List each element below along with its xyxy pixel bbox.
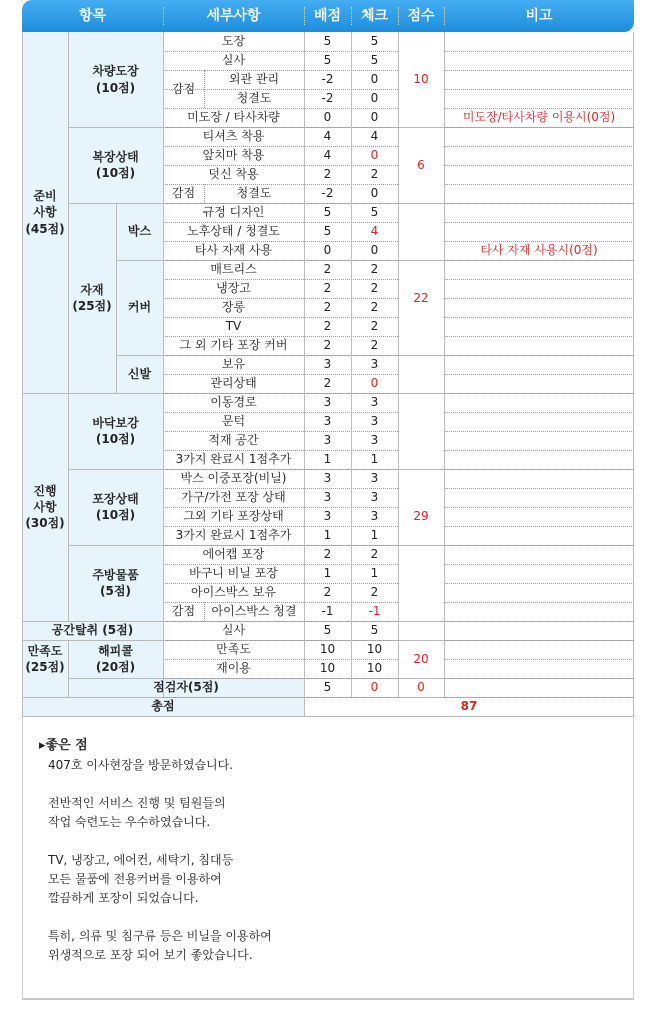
check-cell: 3 [370,471,379,486]
row-divider [163,526,398,527]
comments-title: ▸좋은 점 [39,738,88,753]
row-divider [163,602,398,603]
row-divider [444,621,634,622]
points-cell: 3 [323,433,332,448]
points-cell: 2 [323,167,332,182]
row-divider [444,697,634,698]
check-cell: 0 [370,72,379,87]
detail-cell: 실사 [221,623,246,638]
points-cell: -2 [321,72,334,87]
check-cell: 0 [370,243,379,258]
detail-cell: 아이스박스 청결 [211,604,297,619]
row-divider [163,640,398,641]
header-separator [351,7,352,25]
row-divider [163,336,398,337]
check-cell: 0 [370,680,379,695]
row-divider [163,165,398,166]
row-divider [444,564,634,565]
column-divider [351,32,352,697]
detail-cell: 앞치마 착용 [202,148,265,163]
check-cell: 10 [366,642,383,657]
detail-cell: 바구니 비닐 포장 [189,566,278,581]
subgroup-box: 박스 [127,224,152,239]
row-divider [444,336,634,337]
header-check: 체크 [360,7,389,24]
score-vehicle: 10 [413,72,429,87]
subgroup-cover: 커버 [127,300,152,315]
row-divider [163,431,398,432]
check-cell: 0 [370,91,379,106]
header-note: 비고 [525,7,553,24]
row-divider [163,393,398,394]
points-cell: 4 [323,148,332,163]
row-divider [163,241,398,242]
points-cell: -2 [321,91,334,106]
check-cell: 2 [370,281,379,296]
row-divider [163,355,398,356]
points-cell: 5 [323,680,332,695]
row-divider [444,108,634,109]
row-divider [163,260,398,261]
detail-cell: 박스 이중포장(비닐) [180,471,287,486]
detail-cell: 보유 [221,357,246,372]
points-cell: 1 [323,566,332,581]
detail-cell: 적재 공간 [208,433,259,448]
row-divider [444,640,634,641]
row-divider [163,298,398,299]
points-cell: 2 [323,319,332,334]
check-cell: 10 [366,661,383,676]
detail-cell: 그 외 기타 포장 커버 [179,338,288,353]
column-divider [444,32,445,697]
row-divider [444,507,634,508]
points-cell: 2 [323,300,332,315]
group-happycall: 해피콜 (20점) [95,643,136,674]
detail-cell: 미도장 / 타사차량 [187,110,280,125]
check-cell: 2 [370,585,379,600]
check-cell: 1 [370,452,379,467]
row-divider [444,678,634,679]
row-divider [163,184,398,185]
row-divider [444,51,634,52]
detail-cell: TV [225,319,242,334]
group-materials: 자재 (25점) [72,282,112,313]
row-divider [163,89,398,90]
group-vacate: 공간탈취 (5점) [51,623,134,638]
comments-box [22,718,634,1000]
check-cell: 4 [370,224,379,239]
points-cell: 3 [323,414,332,429]
row-divider [163,108,398,109]
score-attire: 6 [417,157,425,172]
row-divider [163,507,398,508]
subgroup-shoes: 신발 [127,366,152,381]
deduct-label: 감점 [171,186,196,201]
detail-cell: 만족도 [216,642,251,657]
row-divider [444,412,634,413]
detail-cell: 노후상태 / 청결도 [187,224,280,239]
points-cell: -2 [321,186,334,201]
column-divider [68,32,69,621]
row-divider [163,450,398,451]
check-cell: 3 [370,357,379,372]
column-divider [68,640,69,697]
row-divider [163,469,398,470]
points-cell: 3 [323,509,332,524]
points-cell: 3 [323,490,332,505]
detail-cell: 타사 자재 사용 [194,243,273,258]
points-cell: 10 [319,661,336,676]
row-divider [444,317,634,318]
table-border-left [22,32,23,717]
points-cell: 0 [323,110,332,125]
note-materials: 타사 자재 사용시(0점) [480,243,598,258]
column-divider [304,32,305,716]
points-cell: 5 [323,224,332,239]
points-cell: 3 [323,471,332,486]
detail-cell: 3가지 완료시 1점추가 [175,452,292,467]
row-divider [163,488,398,489]
row-divider [444,127,634,128]
row-divider [444,450,634,451]
points-cell: -1 [321,604,334,619]
check-cell: 0 [370,186,379,201]
detail-cell: 청결도 [236,186,272,201]
deduct-divider [204,70,205,108]
row-divider [444,241,634,242]
score-materials: 22 [413,290,429,305]
row-divider [163,583,398,584]
score-progress: 29 [413,509,429,524]
detail-cell: 규정 디자인 [202,205,265,220]
section-satisfaction: 만족도 (25점) [25,643,65,674]
points-cell: 4 [323,129,332,144]
check-cell: 5 [370,623,379,638]
check-cell: 5 [370,34,379,49]
row-divider [163,279,398,280]
row-divider [163,659,398,660]
row-divider [163,564,398,565]
check-cell: 2 [370,338,379,353]
total-score: 87 [460,699,478,714]
row-divider [163,222,398,223]
points-cell: 3 [323,395,332,410]
points-cell: 5 [323,205,332,220]
comments-body: 407호 이사현장을 방문하였습니다. 전반적인 서비스 진행 및 팀원들의 작업 숙련도는 우수하였습니다. TV, 냉장고, 에어컨, 세탁기, 침대등 모든 물품에 전용커버를 이용하여 깔끔하게 포장이 되었습니다. 특히, 의류 및 침구류 등은 비닐을 이용하여 위생적으로 포장 되어 보기 좋았습니다. [48,758,272,962]
check-cell: 1 [370,528,379,543]
row-divider [163,146,398,147]
row-divider [444,89,634,90]
detail-cell: 장롱 [221,300,246,315]
row-divider [444,355,634,356]
column-divider [163,32,164,697]
check-cell: 2 [370,300,379,315]
group-attire: 복장상태 (10점) [92,149,139,180]
points-cell: 0 [323,243,332,258]
row-divider [163,412,398,413]
row-divider [444,146,634,147]
points-cell: 5 [323,53,332,68]
check-cell: 3 [370,490,379,505]
row-divider [444,583,634,584]
detail-cell: 관리상태 [210,376,257,391]
check-cell: 3 [370,414,379,429]
row-divider [444,545,634,546]
detail-cell: 외관 관리 [228,72,280,87]
column-divider [116,203,117,393]
row-divider [444,469,634,470]
check-cell: 1 [370,566,379,581]
row-divider [444,659,634,660]
score-inspector: 0 [417,680,425,695]
points-cell: 2 [323,585,332,600]
row-divider [163,317,398,318]
row-divider [444,165,634,166]
header-score: 점수 [407,7,435,24]
evaluation-sheet [22,0,634,1000]
row-divider [444,393,634,394]
column-divider [398,32,399,697]
group-floor: 바닥보강 (10점) [92,415,139,446]
check-cell: 0 [370,110,379,125]
check-cell: 2 [370,319,379,334]
deduct-label: 감점 [171,81,196,96]
detail-cell: 재이용 [216,661,251,676]
check-cell: 2 [370,262,379,277]
points-cell: 1 [323,452,332,467]
points-cell: 3 [323,357,332,372]
deduct-divider [204,602,205,621]
row-divider [163,697,398,698]
section-progress: 진행 사항 (30점) [25,483,65,531]
row-divider [163,70,398,71]
points-cell: 10 [319,642,336,657]
row-divider [444,260,634,261]
detail-cell: 그외 기타 포장상태 [183,509,284,524]
row-divider [444,431,634,432]
note-vehicle: 미도장/타사차량 이용시(0점) [462,110,616,125]
row-divider [444,203,634,204]
check-cell: 2 [370,547,379,562]
table-header [22,0,634,32]
points-cell: 2 [323,262,332,277]
group-inspector: 점검자(5점) [153,680,219,695]
detail-cell: 덧신 착용 [208,167,259,182]
check-cell: 5 [370,205,379,220]
header-item: 항목 [78,7,107,24]
row-divider [163,621,398,622]
row-divider [163,51,398,52]
header-separator [398,7,399,25]
header-detail: 세부사항 [206,7,261,24]
row-divider [163,374,398,375]
row-divider [444,70,634,71]
row-divider [444,526,634,527]
header-points: 배점 [313,7,342,24]
detail-cell: 아이스박스 보유 [191,585,276,600]
group-kitchen: 주방물품 (5점) [92,567,139,598]
section-divider [22,716,634,717]
row-divider [444,298,634,299]
check-cell: 3 [370,433,379,448]
check-cell: 4 [370,129,379,144]
detail-cell: 3가지 완료시 1점추가 [175,528,292,543]
total-label: 총점 [151,699,175,714]
detail-cell: 실사 [221,53,246,68]
detail-cell: 도장 [221,34,246,49]
check-cell: 3 [370,395,379,410]
points-cell: 2 [323,376,332,391]
detail-cell: 문턱 [221,414,246,429]
points-cell: 2 [323,281,332,296]
points-cell: 1 [323,528,332,543]
check-cell: 0 [370,148,379,163]
points-cell: 5 [323,34,332,49]
row-divider [163,127,398,128]
detail-cell: 냉장고 [216,281,251,296]
row-divider [444,374,634,375]
row-divider [444,222,634,223]
row-divider [163,678,398,679]
check-cell: 2 [370,167,379,182]
detail-cell: 매트리스 [210,262,257,277]
detail-cell: 에어캡 포장 [202,547,265,562]
check-cell: 0 [370,376,379,391]
row-divider [444,279,634,280]
group-vehicle: 차량도장 (10점) [92,64,139,95]
check-cell: 5 [370,53,379,68]
header-separator [444,7,445,25]
row-divider [444,488,634,489]
header-separator [163,7,164,25]
row-divider [163,545,398,546]
detail-cell: 티셔츠 착용 [202,129,265,144]
row-divider [444,184,634,185]
header-separator [304,7,305,25]
score-happycall: 20 [413,651,429,666]
detail-cell: 이동경로 [210,395,257,410]
detail-cell: 청결도 [236,91,272,106]
row-divider [444,602,634,603]
row-divider [163,203,398,204]
points-cell: 5 [323,623,332,638]
check-cell: 3 [370,509,379,524]
check-cell: -1 [368,604,381,619]
deduct-label: 감점 [171,604,196,619]
group-packing: 포장상태 (10점) [92,491,139,522]
points-cell: 2 [323,338,332,353]
section-prep: 준비 사항 (45점) [25,189,65,236]
deduct-divider [204,184,205,203]
detail-cell: 가구/가전 포장 상태 [181,490,286,505]
points-cell: 2 [323,547,332,562]
